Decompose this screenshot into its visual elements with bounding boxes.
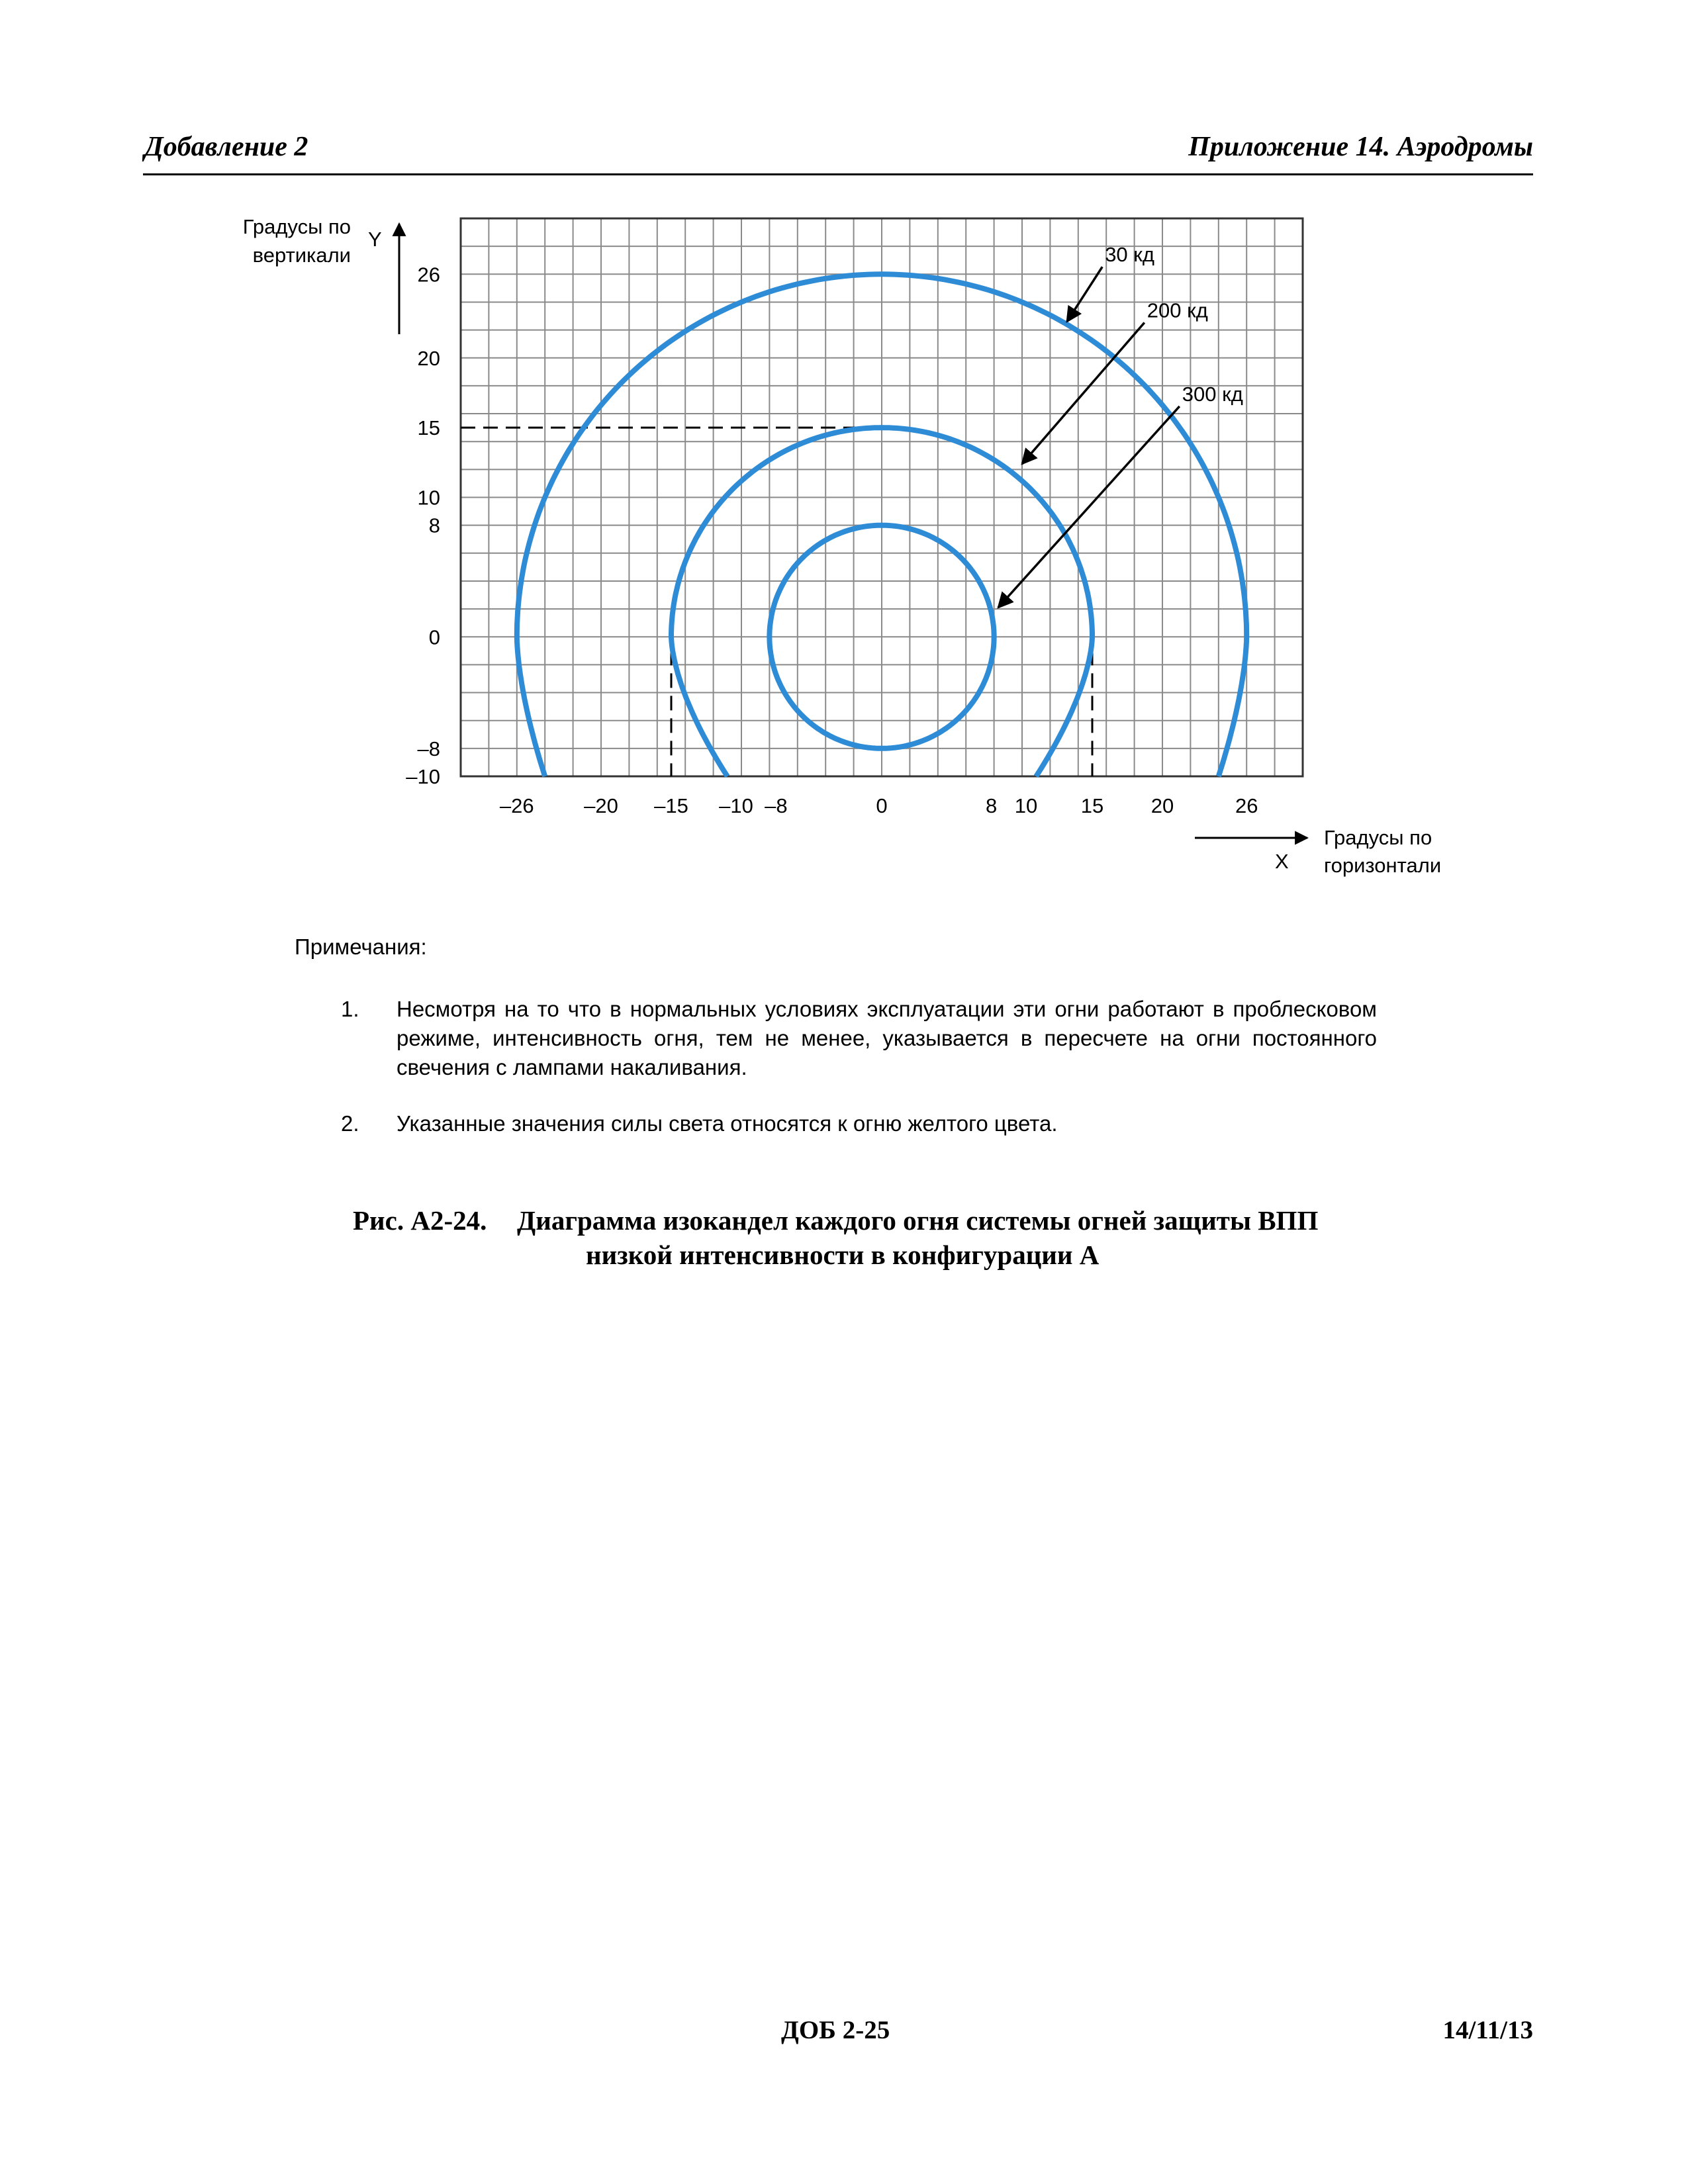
note-item-1: [341, 995, 1377, 1082]
annotation-arrow-2: [1022, 323, 1145, 464]
x-tick-label: –8: [765, 794, 788, 817]
page-date: 14/11/13: [1442, 2016, 1533, 2044]
x-tick-label: –26: [499, 794, 534, 817]
isocandela-chart: [0, 0, 1688, 927]
annotation-label-1: 30 кд: [1105, 243, 1154, 267]
notes-title: Примечания:: [295, 934, 427, 959]
note-number: 1.: [341, 997, 359, 1021]
y-tick-label: –8: [417, 737, 440, 760]
note-number: 2.: [341, 1111, 359, 1136]
caption-line-1: Диаграмма изокандел каждого огня системы огней защиты ВПП: [517, 1205, 1319, 1236]
annotation-label-2: 200 кд: [1147, 298, 1208, 322]
page-number: ДОБ 2-25: [781, 2016, 890, 2044]
y-tick-label: 8: [428, 514, 440, 537]
y-tick-label: 20: [417, 346, 440, 370]
x-tick-label: 8: [985, 794, 998, 817]
x-tick-label: 20: [1150, 794, 1174, 817]
x-tick-label: 26: [1235, 794, 1258, 817]
x-axis-label-line1: Градусы по: [1324, 826, 1432, 849]
annotation-label-3: 300 кд: [1182, 382, 1243, 406]
x-tick-label: 0: [876, 794, 888, 817]
x-tick-label: 10: [1014, 794, 1038, 817]
note-item-2: [341, 1109, 1377, 1138]
x-axis-label-line2: горизонтали: [1324, 854, 1442, 877]
y-tick-label: 26: [417, 263, 440, 287]
y-tick-label: 15: [417, 416, 440, 440]
x-tick-label: –20: [584, 794, 618, 817]
x-tick-label: 15: [1080, 794, 1104, 817]
y-tick-label: –10: [406, 765, 440, 788]
x-tick-label: –10: [719, 794, 753, 817]
running-header-right: Приложение 14. Аэродромы: [1188, 132, 1533, 162]
x-tick-label: –15: [654, 794, 688, 817]
y-tick-label: 0: [428, 625, 440, 649]
y-axis-label-line1: Градусы по: [242, 215, 351, 238]
note-text: Указанные значения силы света относятся к огню желтого цвета.: [397, 1111, 1058, 1136]
annotation-arrow-1: [1067, 267, 1102, 322]
annotation-arrow-3: [998, 406, 1180, 608]
caption-number: Рис. А2-24.: [353, 1205, 487, 1236]
x-axis-letter: X: [1275, 850, 1289, 873]
running-header-left: Добавление 2: [144, 132, 308, 162]
y-tick-label: 10: [417, 486, 440, 510]
caption-line-2: низкой интенсивности в конфигурации А: [586, 1240, 1100, 1270]
note-text: Несмотря на то что в нормальных условиях эксплуатации эти огни работают в проблесковом режиме, интенсивность огня, тем не менее, указывается в пересчете на огни постоянного свечения с лампами накаливания.: [397, 997, 1377, 1079]
y-axis-label-line2: вертикали: [252, 244, 351, 267]
y-axis-letter: Y: [368, 228, 382, 251]
